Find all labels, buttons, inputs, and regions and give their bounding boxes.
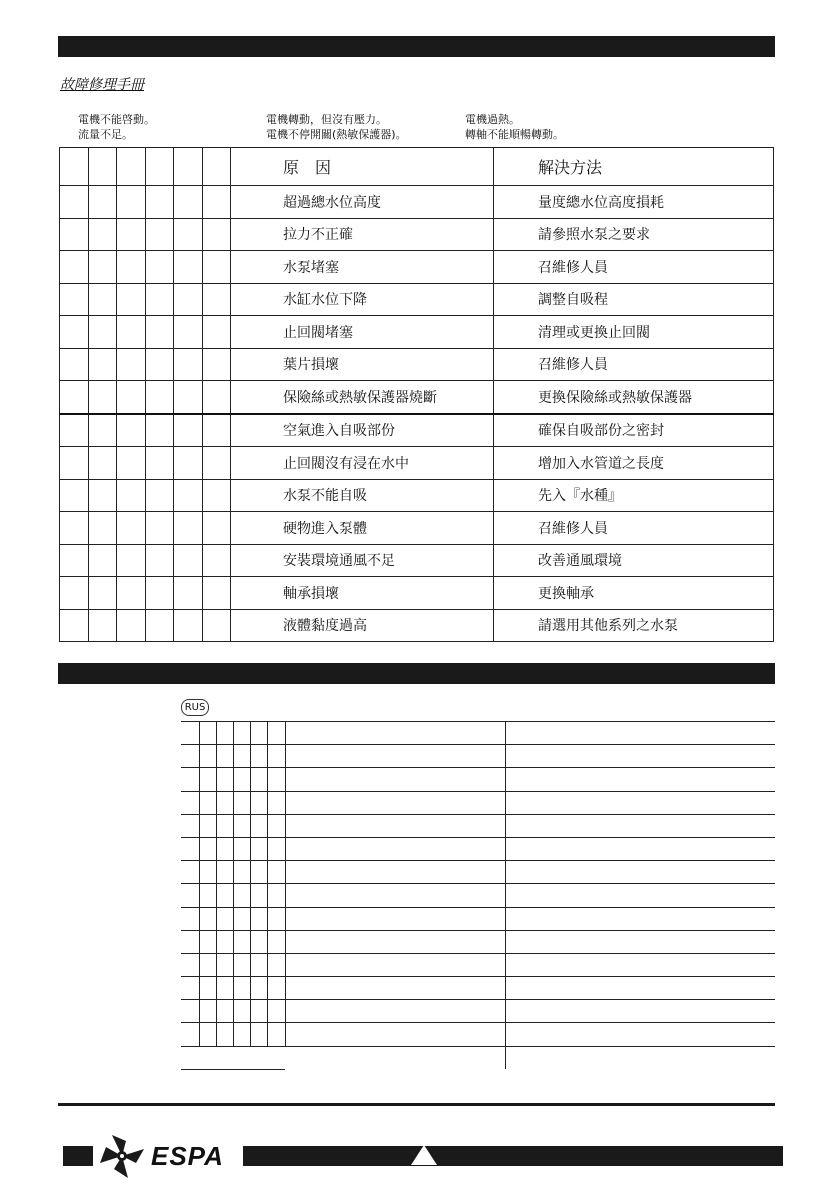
footer-bar — [243, 1146, 783, 1166]
solution-cell: 清理或更換止回閥 — [494, 316, 774, 349]
solution-cell: 請參照水泵之要求 — [494, 218, 774, 251]
table-row — [181, 837, 775, 860]
page-title: 故障修理手冊 — [60, 77, 144, 93]
table-row — [60, 381, 774, 414]
table-row — [181, 814, 775, 837]
cause-cell: 安裝環境通風不足 — [231, 544, 494, 577]
solution-cell: 量度總水位高度損耗 — [494, 186, 774, 219]
symptom-4: 電機不停開關(熱敏保護器)。 — [266, 128, 407, 141]
footer-left-block — [63, 1146, 93, 1166]
cause-cell: 水泵不能自吸 — [231, 479, 494, 512]
cause-cell: 硬物進入泵體 — [231, 512, 494, 545]
table-row — [60, 348, 774, 381]
table-row — [60, 479, 774, 512]
symptom-6: 轉軸不能順暢轉動。 — [465, 128, 564, 141]
cause-cell: 止回閥堵塞 — [231, 316, 494, 349]
table-row — [60, 414, 774, 447]
cause-cell: 止回閥沒有浸在水中 — [231, 447, 494, 480]
symptom-1: 電機不能啓動。 — [78, 113, 155, 126]
table-row — [60, 283, 774, 316]
table-row — [181, 722, 775, 745]
espa-logo-icon — [98, 1133, 146, 1179]
warning-triangle-icon — [409, 1143, 439, 1167]
table-header-row — [60, 148, 774, 186]
table-row — [181, 907, 775, 930]
table-row — [181, 977, 775, 1000]
cause-cell: 液體黏度過高 — [231, 609, 494, 642]
cause-cell: 軸承損壞 — [231, 577, 494, 610]
solution-cell: 調整自吸程 — [494, 283, 774, 316]
cause-cell: 水泵堵塞 — [231, 251, 494, 284]
symptom-2: 流量不足。 — [78, 128, 133, 141]
table-row — [60, 609, 774, 642]
solution-cell: 召維修人員 — [494, 251, 774, 284]
cause-cell: 拉力不正確 — [231, 218, 494, 251]
empty-troubleshooting-table — [181, 721, 775, 1070]
table-row — [181, 791, 775, 814]
table-row — [60, 447, 774, 480]
table-row — [60, 577, 774, 610]
symptom-3: 電機轉動，但沒有壓力。 — [266, 113, 387, 126]
solution-header: 解決方法 — [494, 148, 774, 186]
table-row — [60, 186, 774, 219]
cause-cell: 超過總水位高度 — [231, 186, 494, 219]
solution-cell: 召維修人員 — [494, 512, 774, 545]
cause-header: 原 因 — [231, 148, 494, 186]
table-row — [181, 953, 775, 976]
solution-cell: 改善通風環境 — [494, 544, 774, 577]
table-row — [181, 768, 775, 791]
table-row — [181, 930, 775, 953]
cause-cell: 空氣進入自吸部份 — [231, 414, 494, 447]
solution-cell: 增加入水管道之長度 — [494, 447, 774, 480]
solution-cell: 確保自吸部份之密封 — [494, 414, 774, 447]
top-header-bar — [58, 36, 775, 57]
cause-cell: 葉片損壞 — [231, 348, 494, 381]
brand-name: ESPA — [151, 1141, 224, 1171]
table-row — [181, 861, 775, 884]
footer-rule — [58, 1103, 775, 1106]
table-row — [60, 316, 774, 349]
troubleshooting-table — [59, 147, 774, 642]
solution-cell: 召維修人員 — [494, 348, 774, 381]
solution-cell: 更換保險絲或熱敏保護器 — [494, 381, 774, 414]
cause-cell: 保險絲或熱敏保護器燒斷 — [231, 381, 494, 414]
table-row — [181, 1000, 775, 1023]
symptom-5: 電機過熱。 — [465, 113, 520, 126]
table-row — [60, 218, 774, 251]
table-row — [181, 884, 775, 907]
table-row — [60, 512, 774, 545]
language-badge: RUS — [181, 699, 209, 716]
cause-cell: 水缸水位下降 — [231, 283, 494, 316]
solution-cell: 先入『水種』 — [494, 479, 774, 512]
table-row — [60, 544, 774, 577]
solution-cell: 請選用其他系列之水泵 — [494, 609, 774, 642]
table-row — [181, 745, 775, 768]
table-row — [181, 1023, 775, 1046]
solution-cell: 更換軸承 — [494, 577, 774, 610]
table-row — [181, 1046, 775, 1069]
section2-header-bar — [58, 663, 775, 684]
table-row — [60, 251, 774, 284]
